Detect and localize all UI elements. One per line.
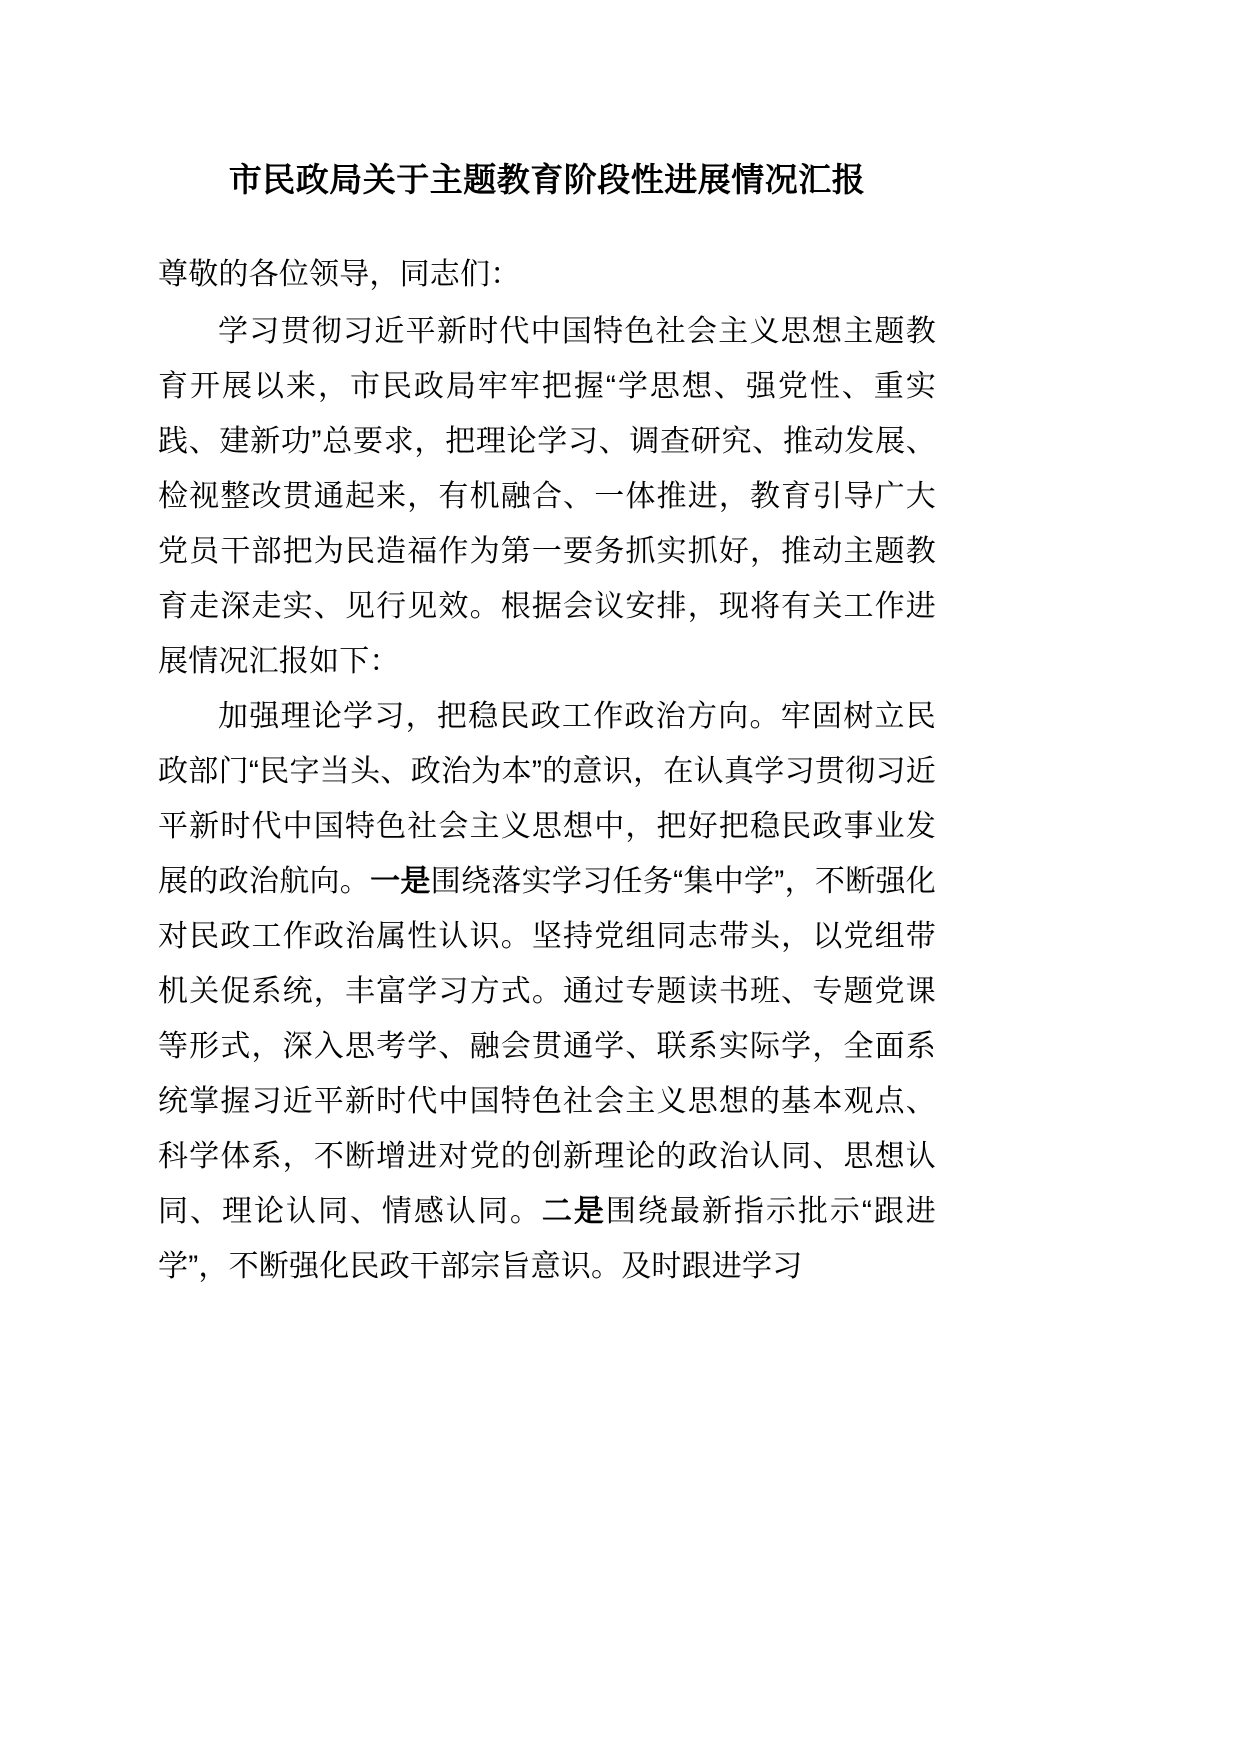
text-run: 围绕最新指示批示“跟进学”，不断强化民政干部宗旨意识。及时跟进学习 [158, 1194, 936, 1283]
emphasis-run: 一是 [370, 864, 431, 898]
body-paragraph-2 [158, 689, 936, 1294]
text-run: 加强理论学习，把稳民政工作政治方向。牢固树立民政部门“民字当头、政治为本”的意识，在认真学习贯彻习近平新时代中国特色社会主义思想中，把好把稳民政事业发展的政治航向。 [158, 699, 936, 898]
text-run: 围绕落实学习任务“集中学”，不断强化对民政工作政治属性认识。坚持党组同志带头，以党组带机关促系统，丰富学习方式。通过专题读书班、专题党课等形式，深入思考学、融会贯通学、联系实际学，全面系统掌握习近平新时代中国特色社会主义思想的基本观点、科学体系，不断增进对党的创新理论的政治认同、思想认同、理论认同、情感认同。 [158, 864, 936, 1228]
page-title: 市民政局关于主题教育阶段性进展情况汇报 [228, 161, 866, 198]
salutation-line: 尊敬的各位领导，同志们： [158, 257, 521, 291]
body-paragraph-1 [158, 304, 936, 689]
document-content [158, 155, 936, 1294]
emphasis-run: 二是 [541, 1194, 606, 1228]
text-run: 学习贯彻习近平新时代中国特色社会主义思想主题教育开展以来，市民政局牢牢把握“学思想、强党性、重实践、建新功”总要求，把理论学习、调查研究、推动发展、检视整改贯通起来，有机融合、一体推进，教育引导广大党员干部把为民造福作为第一要务抓实抓好，推动主题教育走深走实、见行见效。根据会议安排，现将有关工作进展情况汇报如下： [158, 314, 936, 678]
